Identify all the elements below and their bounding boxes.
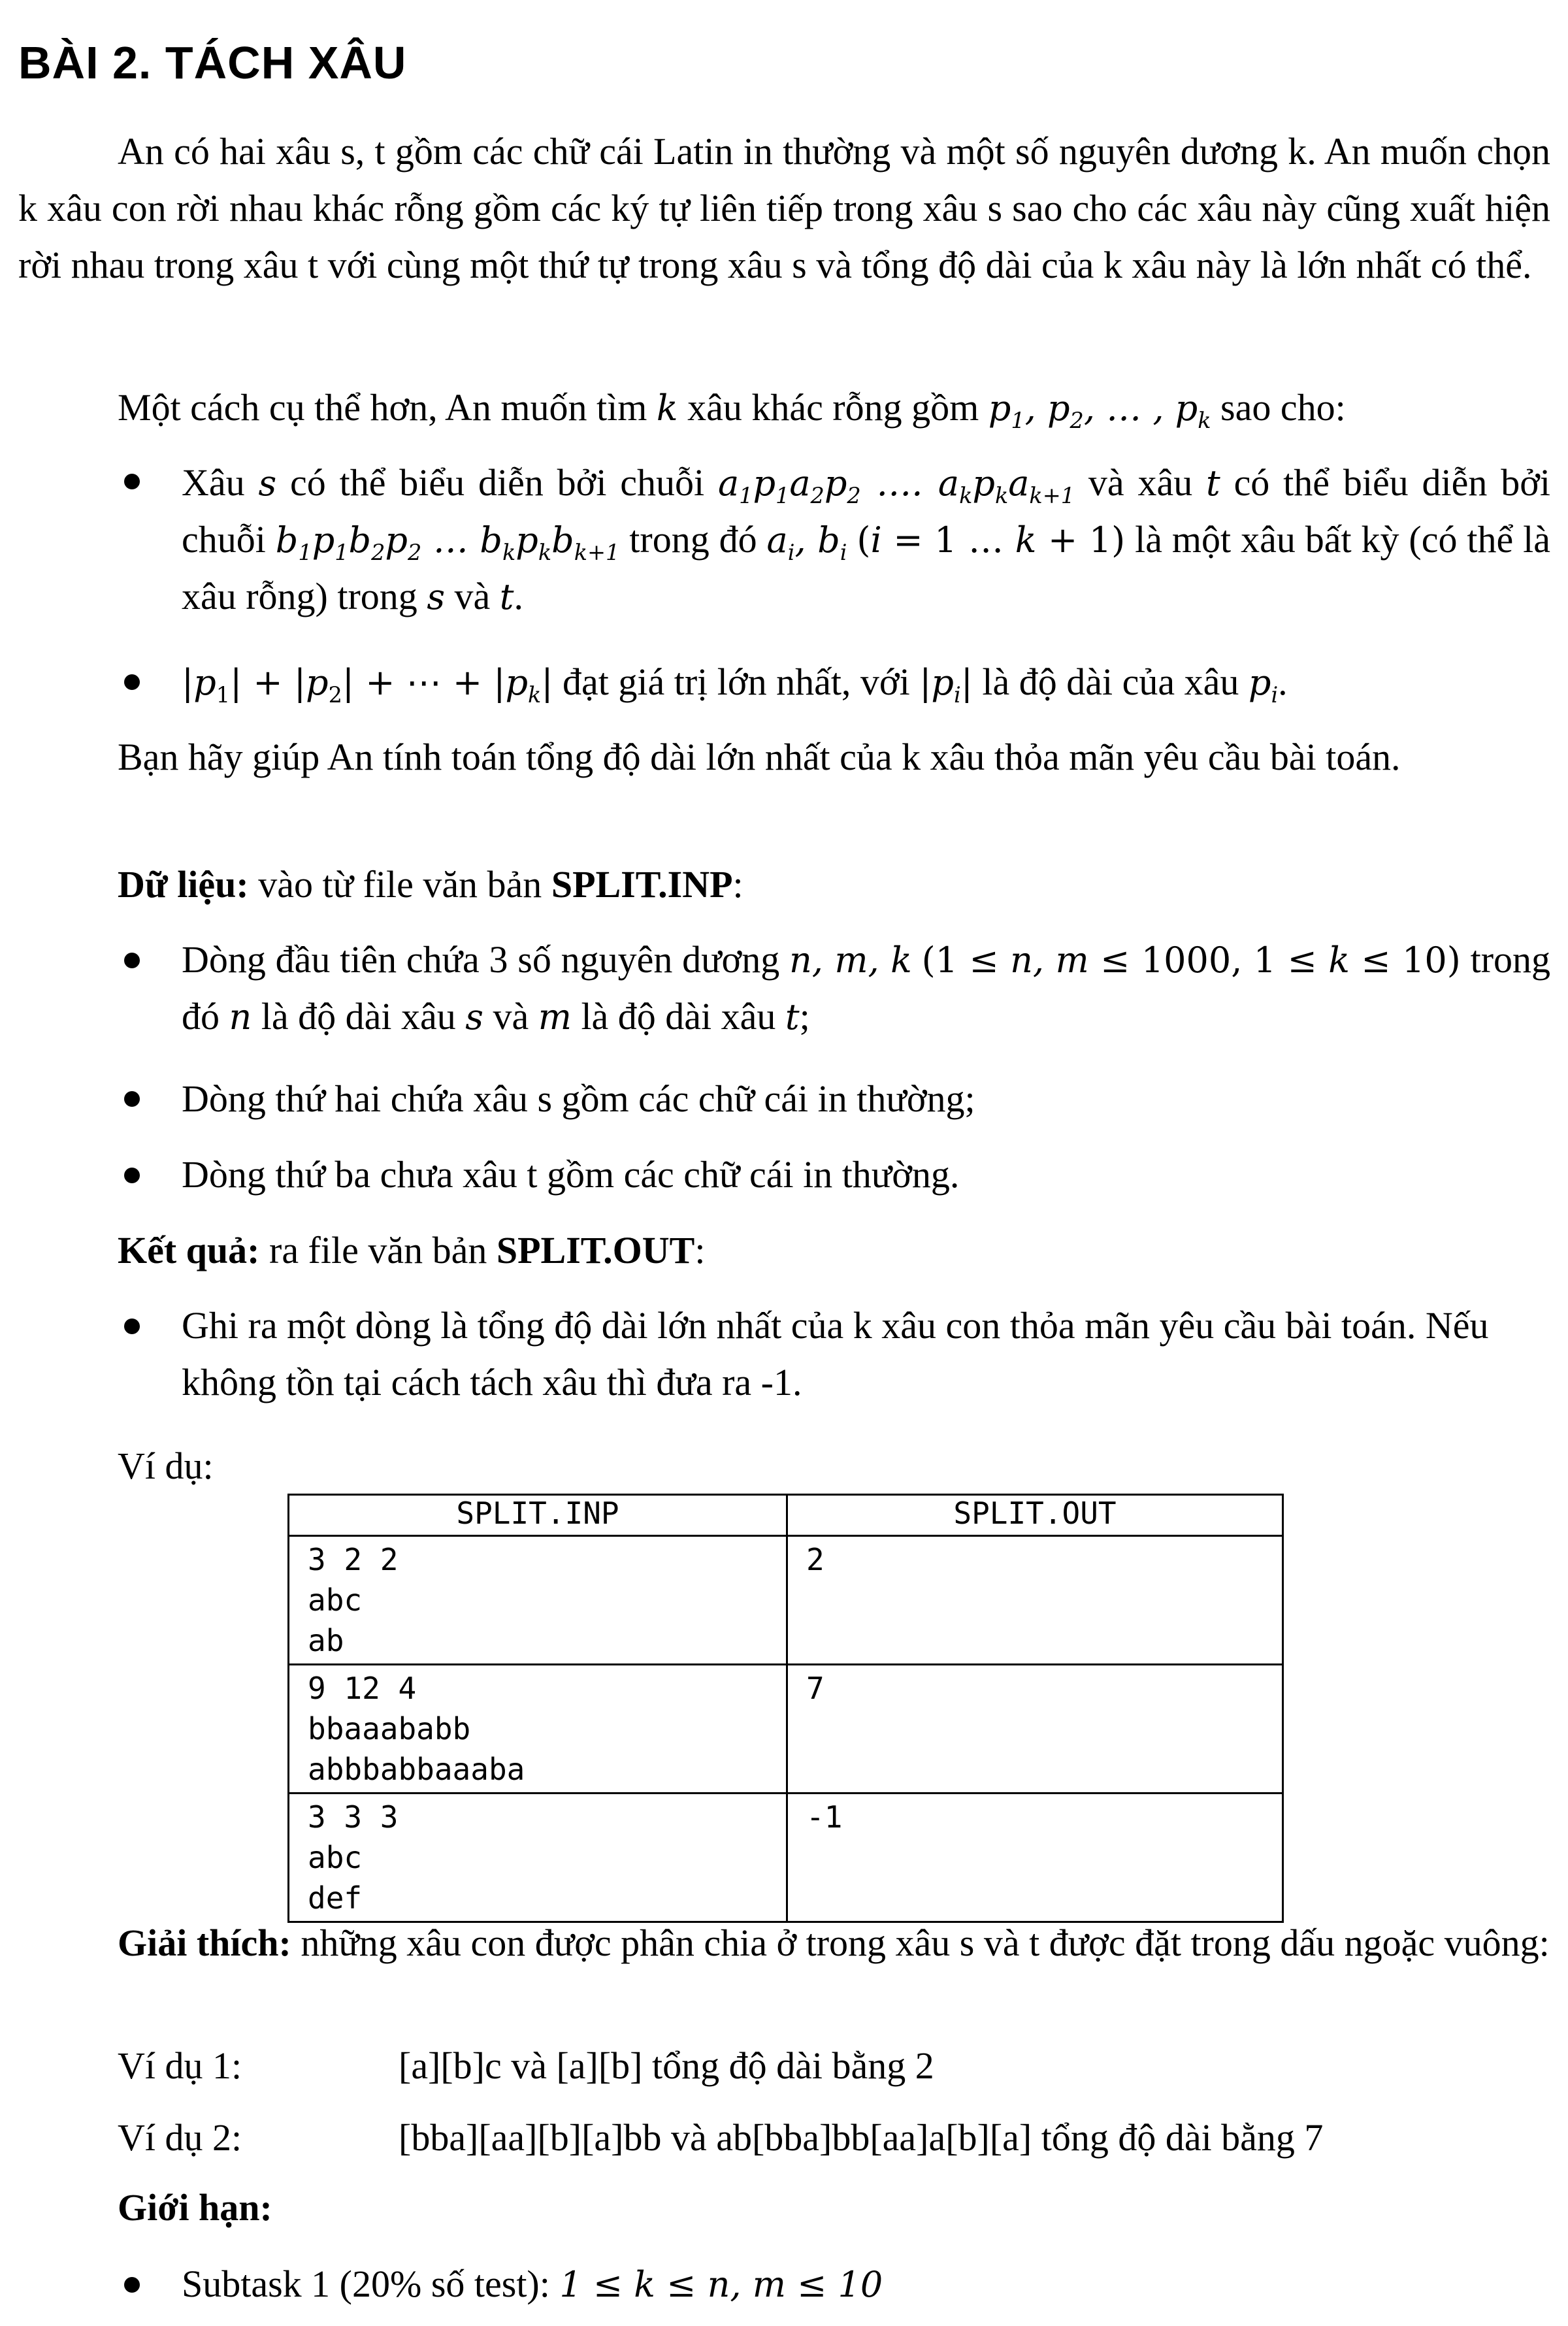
condition-2: $|p_1| + |p_2|$ + ⋯ + $|p_k|$ đạt giá trị lớn nhất, với $|p_i|$ là độ dài của xâu $p_i$.	[182, 661, 1288, 708]
table-header-row	[289, 1495, 1283, 1536]
problem-title: BÀI 2. TÁCH XÂU	[18, 37, 407, 88]
bullet-dot	[124, 2277, 140, 2293]
example-label: Ví dụ:	[118, 1445, 214, 1487]
bullet-dot	[124, 1319, 140, 1334]
bullet-dot	[124, 674, 140, 690]
bullet-dot	[124, 953, 140, 968]
explanation-paragraph: Giải thích: những xâu con được phân chia ở trong xâu s và t được đặt trong dấu ngoặc vuông:	[118, 1922, 1550, 1964]
example-2-explanation: [bba][aa][b][a]bb và ab[bba]bb[aa]a[b][a] tổng độ dài bằng 7	[399, 2116, 1324, 2159]
example-1-label: Ví dụ 1:	[118, 2044, 242, 2087]
request-paragraph: Bạn hãy giúp An tính toán tổng độ dài lớn nhất của k xâu thỏa mãn yêu cầu bài toán.	[118, 736, 1401, 778]
limits-heading: Giới hạn:	[118, 2186, 272, 2229]
bullet-dot	[124, 474, 140, 489]
example-input: 3 2 2 abc ab	[289, 1536, 787, 1665]
intro-detail: Một cách cụ thể hơn, An muốn tìm k xâu khác rỗng gồm $p_1$, $p_2$, … , $p_k$ sao cho:	[118, 386, 1346, 433]
input-line-2: Dòng thứ hai chứa xâu s gồm các chữ cái in thường;	[182, 1077, 975, 1120]
example-output: 2	[787, 1536, 1283, 1665]
intro-paragraph: An có hai xâu s, t gồm các chữ cái Latin in thường và một số nguyên dương k. An muốn chọn k xâu con rời nhau khác rỗng gồm các ký tự liên tiếp trong xâu s sao cho các xâu này cũng xuất hiện rời nhau trong xâu t với cùng một thứ tự trong xâu s và tổng độ dài của k xâu này là lớn nhất có thể.	[18, 130, 1550, 286]
condition-1: Xâu s có thể biểu diễn bởi chuỗi $a_1p_1a_2p_2$ …. $a_kp_ka_{k+1}$ và xâu t có thể biểu diễn bởi chuỗi $b_1p_1b_2p_2$ … $b_kp_kb_{k+1}$ trong đó $a_i$, $b_i$ (i = 1 … k + 1) là một xâu bất kỳ (có thể là xâu rỗng) trong s và t.	[182, 461, 1551, 617]
input-line-1: Dòng đầu tiên chứa 3 số nguyên dương n, m, k (1 ≤ n, m ≤ 1000, 1 ≤ k ≤ 10) trong đó n là độ dài xâu s và m là độ dài xâu t;	[182, 938, 1551, 1038]
example-table	[287, 1494, 1284, 1923]
table-row	[289, 1536, 1283, 1665]
subtask-1: Subtask 1 (20% số test): 1 ≤ k ≤ n, m ≤ 10	[182, 2263, 883, 2305]
output-heading: Kết quả: ra file văn bản SPLIT.OUT:	[118, 1229, 706, 1271]
output-line-1: Ghi ra một dòng là tổng độ dài lớn nhất của k xâu con thỏa mãn yêu cầu bài toán. Nếu không tồn tại cách tách xâu thì đưa ra -1.	[182, 1304, 1489, 1403]
table-row	[289, 1665, 1283, 1794]
example-input: 9 12 4 bbaaababb abbbabbaaaba	[289, 1665, 787, 1794]
column-header-output: SPLIT.OUT	[787, 1495, 1283, 1536]
column-header-input: SPLIT.INP	[289, 1495, 787, 1536]
example-1-explanation: [a][b]c và [a][b] tổng độ dài bằng 2	[399, 2044, 934, 2087]
example-output: 7	[787, 1665, 1283, 1794]
input-line-3: Dòng thứ ba chưa xâu t gồm các chữ cái in thường.	[182, 1153, 960, 1196]
example-input: 3 3 3 abc def	[289, 1794, 787, 1922]
example-2-label: Ví dụ 2:	[118, 2116, 242, 2159]
input-heading: Dữ liệu: vào từ file văn bản SPLIT.INP:	[118, 863, 743, 906]
bullet-dot	[124, 1168, 140, 1183]
bullet-dot	[124, 1091, 140, 1107]
table-row	[289, 1794, 1283, 1922]
example-output: -1	[787, 1794, 1283, 1922]
